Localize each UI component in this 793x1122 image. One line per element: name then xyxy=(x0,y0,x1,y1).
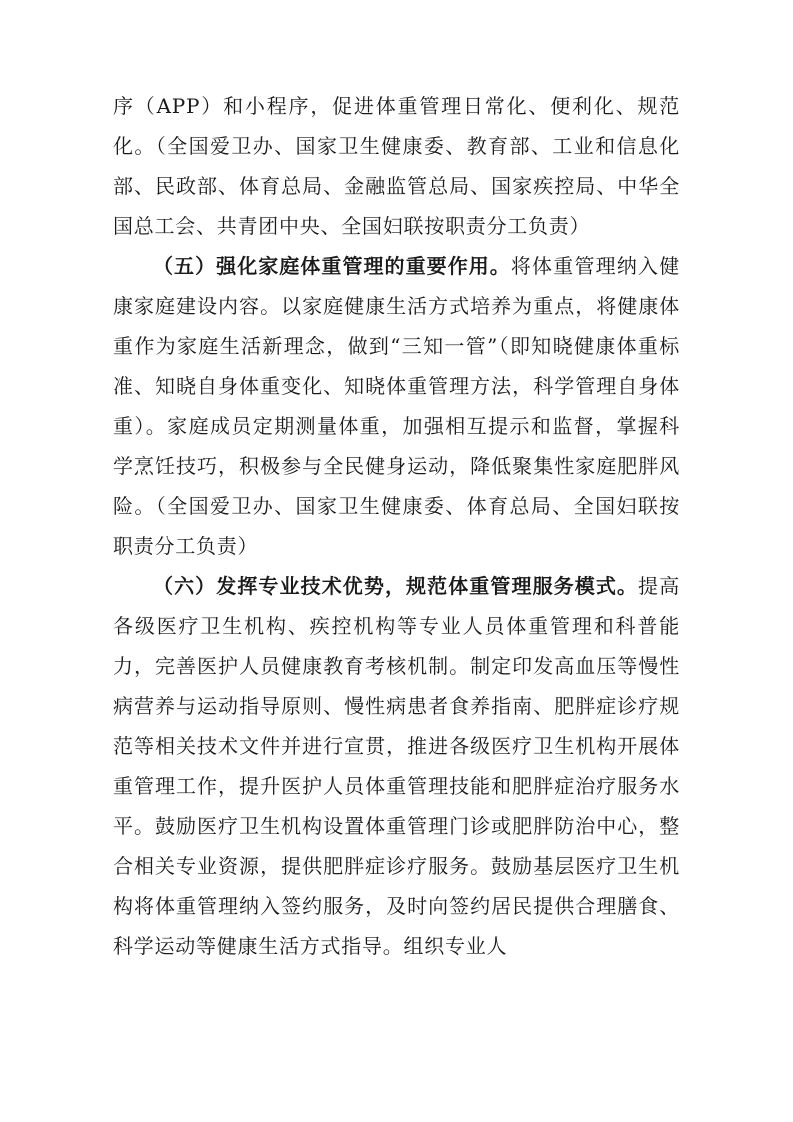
paragraph-section-5 xyxy=(113,246,680,566)
paragraph-body: 提高各级医疗卫生机构、疾控机构等专业人员体重管理和科普能力，完善医护人员健康教育考核机制。制定印发高血压等慢性病营养与运动指导原则、慢性病患者食养指南、肥胖症诊疗规范等相关技术文件并进行宣贯，推进各级医疗卫生机构开展体重管理工作，提升医护人员体重管理技能和肥胖症治疗服务水平。鼓励医疗卫生机构设置体重管理门诊或肥胖防治中心，整合相关专业资源，提供肥胖症诊疗服务。鼓励基层医疗卫生机构将体重管理纳入签约服务，及时向签约居民提供合理膳食、科学运动等健康生活方式指导。组织专业人 xyxy=(113,574,680,958)
section-heading: （六）发挥专业技术优势，规范体重管理服务模式。 xyxy=(153,574,638,598)
document-page xyxy=(113,86,680,966)
section-heading: （五）强化家庭体重管理的重要作用。 xyxy=(153,254,511,278)
paragraph-section-6 xyxy=(113,566,680,966)
paragraph-body: 序（APP）和小程序，促进体重管理日常化、便利化、规范化。（全国爱卫办、国家卫生健康委、教育部、工业和信息化部、民政部、体育总局、金融监管总局、国家疾控局、中华全国总工会、共青团中央、全国妇联按职责分工负责） xyxy=(113,94,680,238)
paragraph-body: 将体重管理纳入健康家庭建设内容。以家庭健康生活方式培养为重点，将健康体重作为家庭生活新理念，做到“三知一管”（即知晓健康体重标准、知晓自身体重变化、知晓体重管理方法，科学管理自身体重）。家庭成员定期测量体重，加强相互提示和监督，掌握科学烹饪技巧，积极参与全民健身运动，降低聚集性家庭肥胖风险。（全国爱卫办、国家卫生健康委、体育总局、全国妇联按职责分工负责） xyxy=(113,254,681,558)
paragraph-continued xyxy=(113,86,680,246)
